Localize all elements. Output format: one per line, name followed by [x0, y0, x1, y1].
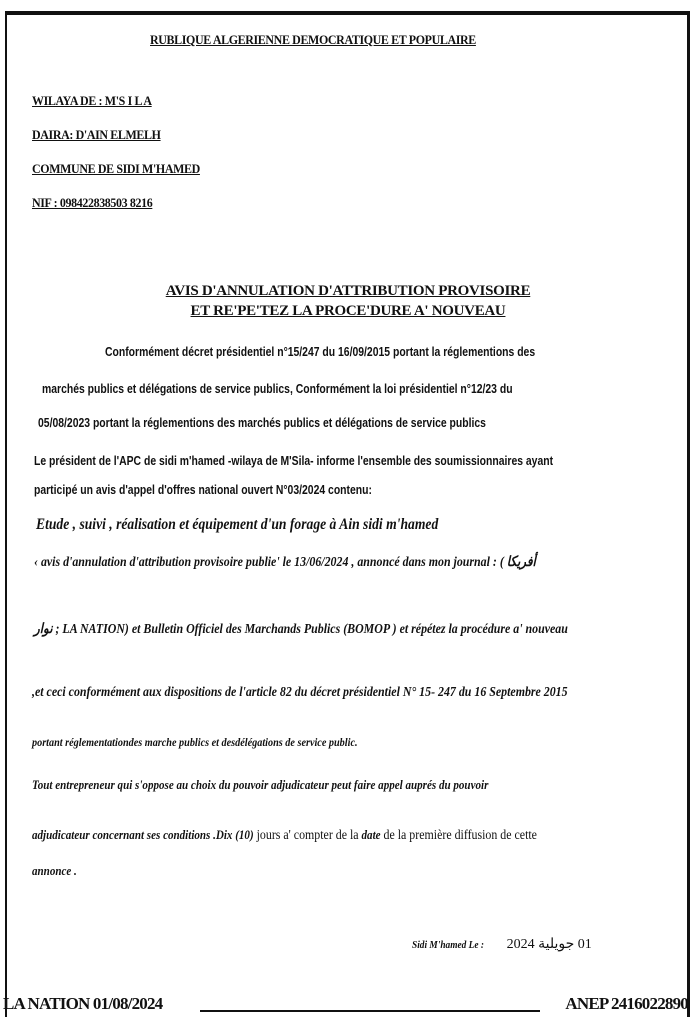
commune: COMMUNE DE SIDI M'HAMED: [32, 161, 200, 176]
paragraph-line: ‹ avis d'annulation d'attribution provisoire publie' le 13/06/2024 , annoncé dans mon journal : ( أفريكا: [34, 555, 536, 570]
paragraph-line: participé un avis d'appel d'offres national ouvert N°03/2024 contenu:: [34, 482, 372, 497]
notice-title-line1: AVIS D'ANNULATION D'ATTRIBUTION PROVISOIRE: [165, 283, 531, 299]
text-normal: jours a' compter de la: [253, 828, 362, 843]
paragraph-line: ,et ceci conformément aux dispositions de l'article 82 du décret présidentiel N° 15- 247 du 16 Septembre 2015: [32, 685, 568, 700]
signature-line: [412, 935, 592, 953]
text-italic: adjudicateur concernant ses conditions .Dix (10): [32, 827, 254, 842]
wilaya: WILAYA DE : M'S I L A: [32, 93, 152, 108]
republic-heading: RUBLIQUE ALGERIENNE DEMOCRATIQUE ET POPULAIRE: [150, 32, 476, 47]
paragraph-line: [32, 826, 537, 844]
paragraph-line: annonce .: [32, 863, 77, 878]
text-italic: date: [361, 827, 381, 842]
paragraph-line: portant réglementationdes marche publics et desdélégations de service public.: [32, 735, 358, 749]
paragraph-line: marchés publics et délégations de service publics, Conformément la loi présidentiel n°12/23 du: [42, 381, 513, 396]
footer-newspaper: LA NATION 01/08/2024: [3, 994, 163, 1013]
paragraph-line: Le président de l'APC de sidi m'hamed -wilaya de M'Sila- informe l'ensemble des soumissionnaires ayant: [34, 453, 554, 468]
paragraph-line: Conformément décret présidentiel n°15/247 du 16/09/2015 portant la réglementions des: [105, 344, 536, 359]
nif: NIF : 098422838503 8216: [32, 195, 153, 210]
footer-anep: ANEP 2416022890: [565, 994, 688, 1013]
signature-date: 01 جويلية 2024: [506, 937, 592, 952]
paragraph-line: 05/08/2023 portant la réglementions des marchés publics et délégations de service publics: [38, 415, 486, 430]
footer-rule: [200, 1010, 540, 1012]
project-title: Etude , suivi , réalisation et équipement d'un forage à Ain sidi m'hamed: [36, 516, 439, 533]
daira: DAIRA: D'AIN ELMELH: [32, 127, 161, 142]
notice-title-line2: ET RE'PE'TEZ LA PROCE'DURE A' NOUVEAU: [190, 303, 506, 319]
paragraph-line: Tout entrepreneur qui s'oppose au choix du pouvoir adjudicateur peut faire appel auprés du pouvoir: [32, 777, 489, 792]
signature-place: Sidi M'hamed Le :: [412, 939, 484, 951]
paragraph-line: نوار ; LA NATION) et Bulletin Officiel des Marchands Publics (BOMOP ) et répétez la procédure a' nouveau: [34, 622, 568, 637]
text-normal: de la première diffusion de cette: [380, 828, 537, 843]
